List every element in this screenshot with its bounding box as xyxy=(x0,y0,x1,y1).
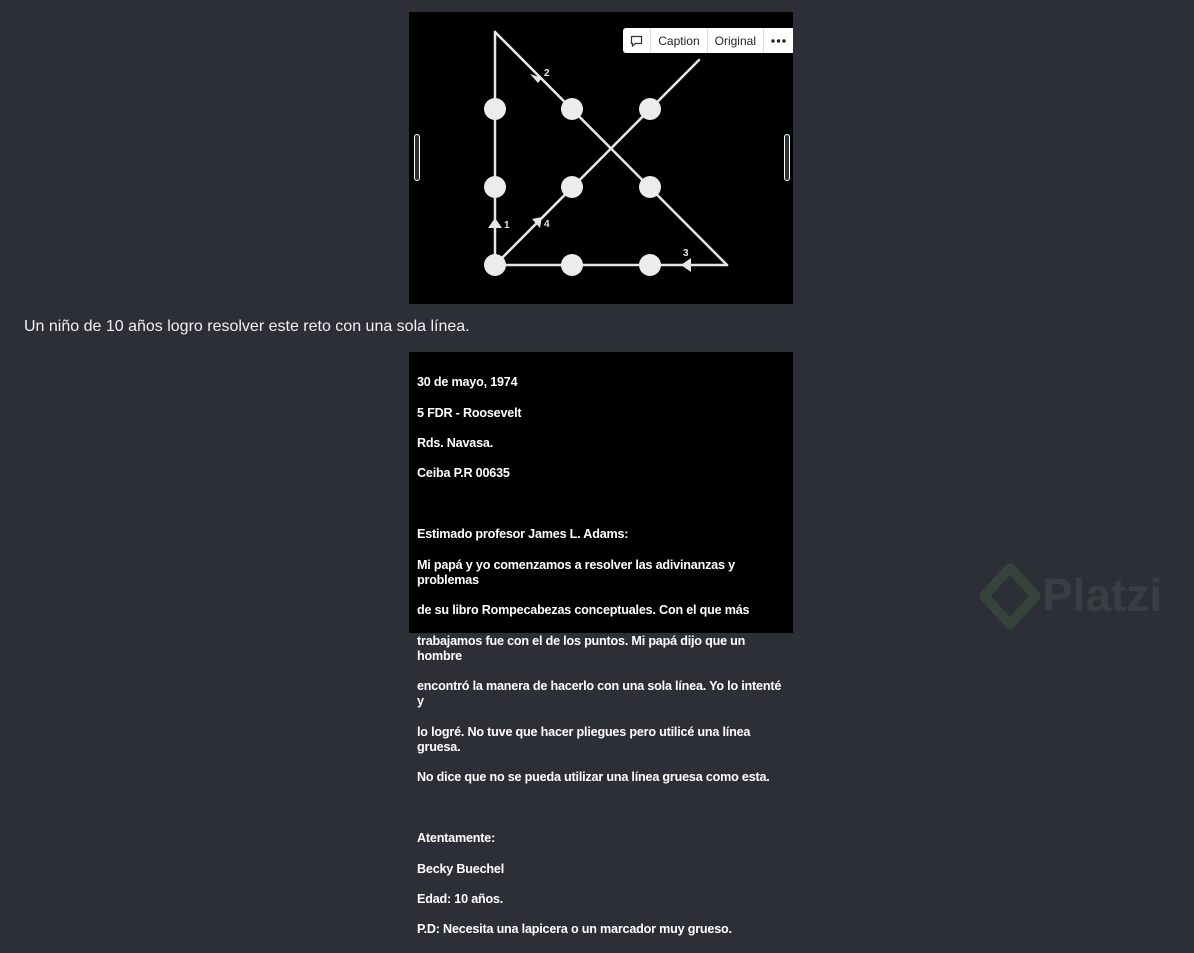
more-icon xyxy=(771,39,786,43)
dot xyxy=(561,254,583,276)
arrow-left-icon xyxy=(681,258,691,272)
letter-line: Atentamente: xyxy=(417,831,496,846)
dot xyxy=(639,176,661,198)
letter-line: Rds. Navasa. xyxy=(417,436,494,451)
platzi-watermark xyxy=(980,562,1194,638)
letter-line: trabajamos fue con el de los puntos. Mi papá dijo que un hombre xyxy=(417,633,746,663)
dot xyxy=(484,254,506,276)
letter-line: Edad: 10 años. xyxy=(417,892,504,907)
letter-line: P.D: Necesita una lapicera o un marcador muy grueso. xyxy=(417,922,732,937)
caption-button[interactable]: Caption xyxy=(650,28,706,53)
puzzle-image xyxy=(409,12,793,304)
letter-image xyxy=(409,352,793,937)
comment-icon xyxy=(630,35,643,47)
dot xyxy=(484,176,506,198)
letter-text xyxy=(417,360,785,953)
image-toolbar xyxy=(623,28,793,53)
original-button[interactable]: Original xyxy=(707,28,763,53)
dot xyxy=(639,254,661,276)
arrow-label-3: 3 xyxy=(683,248,689,259)
letter-line xyxy=(417,801,785,816)
letter-line: Becky Buechel xyxy=(417,861,505,876)
resize-handle-right[interactable] xyxy=(784,134,790,181)
letter-line: de su libro Rompecabezas conceptuales. Con el que más xyxy=(417,603,750,618)
arrow-label-2: 2 xyxy=(544,68,550,79)
comment-button[interactable] xyxy=(623,28,650,53)
dot xyxy=(561,98,583,120)
dot xyxy=(484,98,506,120)
resize-handle-left[interactable] xyxy=(414,134,420,181)
image-caption-text: Un niño de 10 años logro resolver este reto con una sola línea. xyxy=(24,318,470,335)
letter-line: encontró la manera de hacerlo con una sola línea. Yo lo intenté y xyxy=(417,679,782,709)
more-button[interactable] xyxy=(763,28,793,53)
letter-line: 5 FDR - Roosevelt xyxy=(417,405,522,420)
letter-line: Ceiba P.R 00635 xyxy=(417,466,510,481)
letter-line: No dice que no se pueda utilizar una línea gruesa como esta. xyxy=(417,770,770,785)
arrow-label-4: 4 xyxy=(544,219,550,230)
platzi-logo-icon xyxy=(980,564,1040,634)
arrow-diagonal-icon xyxy=(530,74,542,83)
arrow-label-1: 1 xyxy=(504,220,510,231)
line-segment-4 xyxy=(495,60,699,265)
letter-line: lo logré. No tuve que hacer pliegues pero utilicé una línea gruesa. xyxy=(417,724,751,755)
letter-line xyxy=(417,497,785,512)
nine-dots-puzzle xyxy=(409,12,793,304)
watermark-text: Platzi xyxy=(1042,569,1163,621)
letter-line: Estimado profesor James L. Adams: xyxy=(417,527,629,542)
arrow-up-icon xyxy=(488,218,502,228)
dot xyxy=(639,98,661,120)
letter-line: Mi papá y yo comenzamos a resolver las adivinanzas y problemas xyxy=(417,557,735,587)
dot xyxy=(561,176,583,198)
letter-line: 30 de mayo, 1974 xyxy=(417,375,518,390)
